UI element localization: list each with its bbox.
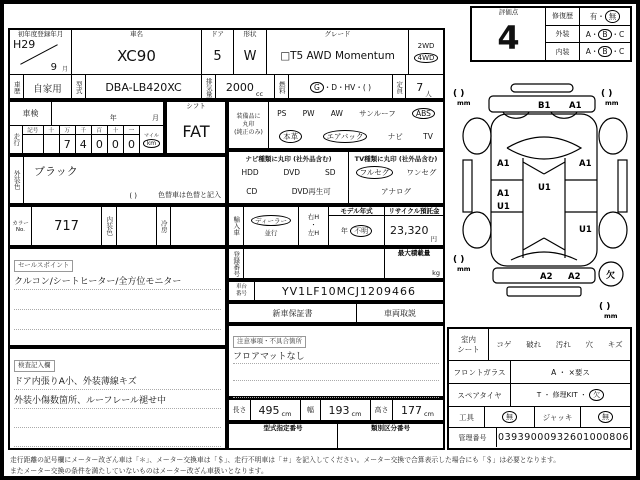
first-registration-label: 初年度登録年月: [17, 30, 64, 38]
chassis-number: YV1LF10MCJ1209466: [281, 284, 417, 298]
tv-oneseg: ワンセグ: [406, 168, 437, 177]
door-count: 5: [213, 48, 222, 64]
shaken-month-unit: 月: [152, 114, 159, 122]
grade-c: C: [619, 47, 625, 57]
odo-header: 千: [76, 126, 92, 134]
length-unit: cm: [281, 410, 292, 418]
corner-bracket-bl: ( ): [453, 255, 465, 265]
registration-value: [244, 249, 385, 278]
chassis-label-cell: [229, 282, 255, 300]
damage-u1-right: U1: [579, 225, 592, 235]
damage-diagram-svg: [447, 62, 632, 327]
car-panel-lines: [523, 158, 565, 258]
door-cell: [202, 30, 234, 74]
spare-tire-value: [511, 384, 630, 406]
class-number-label: 類別区分番号: [371, 424, 410, 432]
equipment-label-3: (純正のみ): [234, 128, 263, 136]
exterior-color-value-cell: [24, 157, 225, 203]
tv-type-header: TV種類に丸印 (社外品含む): [354, 155, 438, 163]
odo-digit: 0: [92, 135, 108, 153]
history-label-cell: [10, 75, 24, 100]
model-code-value: DBA-LB420XC: [86, 75, 202, 100]
model-year-value: [329, 216, 384, 245]
new-car-warranty: 新車保証書: [229, 304, 357, 322]
inspector-notes-box: [8, 347, 227, 450]
history-label: 車歴: [12, 81, 21, 94]
handle-side-cell: [299, 207, 329, 245]
max-load-cell: [385, 249, 443, 278]
car-rear-window: [511, 252, 577, 260]
exterior-grade-value: [580, 26, 630, 43]
seat-label-cell: [449, 329, 489, 360]
nav-row-2: [229, 182, 348, 203]
repair-history-label: 修復歴: [546, 8, 580, 25]
dot: ・: [611, 47, 620, 57]
car-wheel-rear-right: [599, 212, 627, 248]
odo-header: 百: [92, 126, 108, 134]
height-cell: [393, 400, 443, 420]
dot: ・: [590, 47, 599, 57]
chassis-row: [227, 280, 445, 302]
displacement-cell: [216, 75, 275, 100]
dimensions-row: [227, 398, 445, 422]
equipment-label-2: 丸印: [242, 121, 255, 129]
evaluation-label: 評価点: [498, 8, 519, 16]
width-label: 幅: [301, 400, 321, 420]
sales-point-blank-line: [14, 310, 221, 330]
corner-bracket-tl: ( ): [453, 89, 465, 99]
vehicle-manual: 車両取説: [384, 308, 416, 318]
color-change-note: 色替車は色替と記入: [158, 191, 221, 199]
car-pillar-lines: [523, 162, 565, 250]
repair-no-circled: 無: [605, 10, 621, 23]
recycle-cell: [385, 207, 443, 245]
tv-type-cell: [349, 152, 443, 203]
dot: ・: [310, 221, 317, 230]
recycle-value: 23,320: [390, 224, 429, 238]
shift-value: FAT: [182, 122, 210, 142]
repair-yes: 有: [589, 11, 598, 21]
caution-tag: 注意事項・不具合箇所: [233, 336, 306, 348]
front-glass-value: [511, 361, 630, 383]
odo-header: 記号: [23, 126, 44, 134]
car-wheel-rear-left: [463, 212, 491, 248]
model-year-unknown-circled: 不明: [350, 225, 372, 237]
fuel-diesel: D: [331, 83, 338, 92]
displacement-label-cell: [202, 75, 216, 100]
registration-row: [227, 247, 445, 280]
odo-digit: 7: [60, 135, 76, 153]
nav-hdd: HDD: [241, 168, 259, 177]
grade-value: □T5 AWD Momentum: [280, 50, 395, 63]
fuel-label-cell: [275, 75, 289, 100]
corner-mm-tl: mm: [457, 99, 471, 107]
shaken-year-unit: 年: [109, 114, 117, 122]
equip-navi: ナビ: [387, 132, 403, 141]
car-name-label: 車名: [130, 30, 143, 38]
fuel-value-cell: [289, 75, 393, 100]
odo-digit: 0: [108, 135, 124, 153]
color-no-label-2: No.: [15, 227, 26, 233]
first-registration-cell: [10, 30, 72, 74]
inspector-blank-line: [14, 409, 221, 428]
car-wheel-front-right: [599, 118, 627, 154]
car-name: XC90: [117, 47, 156, 66]
registration-label: 登録番号: [232, 250, 241, 277]
seat-condition-items: [489, 329, 630, 360]
dot: ・: [543, 391, 551, 399]
equip-ps: PS: [277, 109, 287, 118]
chassis-label-2: 番号: [235, 291, 247, 297]
exterior-color-value: ブラック: [34, 165, 78, 178]
car-name-cell: [72, 30, 202, 74]
shaken-mileage-table: [8, 100, 165, 155]
color-no-value: 717: [32, 207, 102, 245]
odo-digit: [23, 135, 44, 153]
footer-notes: [10, 455, 632, 477]
capacity-value: 7: [416, 81, 424, 94]
import-dealer-circled: ディーラー: [251, 215, 291, 226]
tv-fullseg-circled: フルセグ: [356, 166, 394, 179]
spare-tire-label: スペアタイヤ: [449, 384, 511, 406]
caution-blank-line: [233, 381, 439, 398]
glass-a: A: [551, 367, 557, 377]
equip-tv: TV: [423, 132, 433, 141]
nav-dvd-play: DVD再生可: [291, 187, 331, 196]
odo-header: 万: [60, 126, 76, 134]
inspector-note-line-2: 外装小傷数箇所、ルーフレール褪せ中: [14, 393, 221, 409]
class-number-cell: [338, 424, 443, 448]
height-value: 177: [401, 403, 423, 417]
caution-text: フロアマットなし: [233, 349, 439, 364]
glass-x: ×要ス: [568, 367, 590, 377]
inspector-note-line-1: ドア内張りA小、外装薄線キズ: [14, 374, 221, 390]
odo-header: 十: [44, 126, 60, 134]
color-no-label-cell: [10, 207, 32, 245]
shape-value: W: [243, 48, 257, 64]
fuel-other-paren: ( ): [362, 83, 372, 92]
equip-leather-circled: 本革: [279, 130, 302, 143]
sales-point-box: [8, 247, 227, 347]
type-designation-cell: [229, 424, 338, 448]
grade-label: グレード: [324, 30, 351, 38]
spare-kit: 修理KIT: [552, 391, 578, 399]
sales-point-text: クルコン/シートヒーター/全方位モニター: [14, 274, 221, 290]
capacity-label-cell: [393, 75, 406, 100]
interior-color-label: 内装色: [105, 216, 114, 236]
damage-a2-rear-2: A2: [568, 272, 581, 282]
drive-2wd: 2WD: [417, 41, 435, 50]
handle-right: 右H: [307, 213, 320, 222]
capacity-unit: 人: [425, 90, 432, 98]
jack-value: [581, 407, 630, 427]
damage-u1-left: U1: [497, 202, 510, 212]
model-year-unit: 年: [340, 226, 348, 235]
footer-note-line-2: またメーター交換の条件を満たしていないものはメーター改ざん車扱いとなります。: [10, 466, 268, 475]
registration-year: H29: [13, 38, 36, 52]
odo-digit: [44, 135, 60, 153]
condition-table: [447, 327, 632, 450]
grade-a: A: [585, 47, 591, 57]
fuel-label: 燃料: [277, 81, 286, 94]
management-number-label: 管理番号: [449, 428, 497, 447]
management-number-value: 03939000932601000806: [498, 432, 629, 443]
model-year-label: モデル年式: [329, 207, 384, 216]
odo-header: 一: [128, 128, 135, 134]
equipment-row-2: [269, 125, 443, 148]
jack-none-circled: 無: [598, 411, 613, 423]
capacity-label: 定員: [395, 81, 404, 94]
damage-u1-center: U1: [538, 183, 551, 193]
aircon-value: [171, 207, 225, 245]
damage-b1-front: B1: [538, 101, 551, 111]
nav-type-header: ナビ種類に丸印 (社外品含む): [245, 155, 332, 163]
aircon-label: 冷房: [159, 219, 168, 233]
odo-unit-cell: [139, 126, 163, 153]
height-label: 高さ: [371, 400, 393, 420]
damage-a1-left-upper: A1: [497, 159, 510, 169]
front-glass-label: フロントガラス: [449, 361, 511, 383]
recycle-label: リサイクル預託金: [385, 207, 443, 216]
repair-history-value: [580, 8, 630, 25]
car-tail: [507, 287, 581, 296]
mileage-label: 走行: [12, 133, 21, 146]
color-no-label-1: カラー: [12, 221, 29, 227]
max-load-label: 最大積載量: [397, 249, 431, 257]
length-cell: [251, 400, 301, 420]
grade-b-circled: B: [598, 29, 611, 40]
spare-t: T: [536, 391, 542, 399]
equipment-row-1: [269, 102, 443, 125]
capacity-cell: [406, 75, 443, 100]
import-label: 輸入車: [232, 216, 241, 236]
equip-pw: PW: [302, 109, 315, 118]
tools-value: [485, 407, 535, 427]
drive-type-cell: [409, 30, 443, 74]
sales-point-blank-line: [14, 290, 221, 310]
registration-month: 9: [50, 62, 57, 73]
equipment-label-cell: [229, 102, 269, 148]
import-channel-cell: [244, 207, 299, 245]
odo-digit: 4: [76, 135, 92, 153]
interior-color-label-cell: [102, 207, 117, 245]
length-value: 495: [258, 403, 280, 417]
grade-b-circled: B: [598, 46, 611, 57]
equipment-block: [227, 100, 445, 150]
car-antenna: [511, 84, 573, 92]
inspector-notes-tag: 検査記入欄: [14, 360, 55, 372]
tv-row-2: [349, 182, 443, 203]
seat-label-1: 室内: [461, 335, 476, 345]
door-label: ドア: [211, 30, 224, 38]
shift-label: シフト: [186, 102, 206, 110]
model-code-label: 型式: [74, 81, 83, 94]
exterior-grade-label: 外装: [546, 26, 580, 43]
model-year-cell: [329, 207, 385, 245]
shape-cell: [234, 30, 267, 74]
tv-analog: アナログ: [381, 187, 411, 196]
exterior-color-label: 外装色: [12, 170, 21, 190]
dot: ・: [579, 391, 587, 399]
recycle-unit: 円: [430, 235, 437, 243]
month-unit: 月: [61, 66, 68, 73]
seat-hole: 穴: [585, 340, 594, 349]
interior-grade-value: [580, 43, 630, 60]
displacement-value: 2000: [225, 81, 254, 94]
interior-color-value: [117, 207, 157, 245]
corner-bracket-br: ( ): [599, 302, 611, 312]
missing-part-mark: 欠: [606, 271, 616, 281]
tools-label: 工具: [449, 407, 485, 427]
car-windshield: [507, 137, 581, 159]
max-load-unit: kg: [432, 269, 440, 277]
history-value: 自家用: [24, 75, 72, 100]
color-change-paren: ( ): [129, 192, 137, 200]
damage-a1-left-mid: A1: [497, 189, 510, 199]
exterior-color-block: [8, 155, 227, 205]
dot: ・: [337, 83, 345, 92]
displacement-label: 排気量: [204, 77, 213, 98]
equip-abs-circled: ABS: [412, 108, 435, 119]
nav-tv-block: [227, 150, 445, 205]
equip-airbag-circled: エアバック: [323, 130, 368, 143]
damage-a1-front: A1: [569, 101, 582, 111]
interior-grade-label: 内装: [546, 43, 580, 60]
corner-bracket-tr: ( ): [601, 89, 613, 99]
tv-row-1: [349, 163, 443, 182]
damage-a1-right-upper: A1: [579, 159, 592, 169]
seat-tear: 破れ: [526, 340, 542, 349]
grade-a: A: [585, 29, 591, 39]
dot: ・: [558, 367, 567, 377]
damage-diagram: [447, 62, 632, 327]
type-class-row: [227, 422, 445, 450]
seat-burn: コゲ: [496, 340, 512, 349]
evaluation-score-cell: [472, 8, 546, 60]
length-label: 長さ: [229, 400, 251, 420]
car-wheel-front-left: [463, 118, 491, 154]
car-sill-right: [618, 160, 627, 212]
inspector-blank-line: [14, 428, 221, 447]
exterior-color-label-cell: [10, 157, 24, 203]
sales-point-tag: セールスポイント: [14, 260, 73, 272]
aircon-label-cell: [157, 207, 171, 245]
import-modelyear-row: [227, 205, 445, 247]
dot: ・: [611, 29, 620, 39]
nav-dvd: DVD: [283, 168, 301, 177]
jack-label: ジャッキ: [535, 407, 581, 427]
dot: ・: [355, 83, 363, 92]
color-number-row: [8, 205, 227, 247]
width-cell: [321, 400, 371, 420]
corner-mm-br: mm: [604, 312, 618, 320]
car-headlight-left: [503, 112, 529, 118]
width-unit: cm: [351, 410, 362, 418]
grade-c: C: [619, 29, 625, 39]
documents-row: [227, 302, 445, 324]
evaluation-score: 4: [497, 19, 520, 58]
equipment-label-1: 装備品に: [236, 113, 261, 121]
handle-left: 左H: [307, 228, 320, 237]
spare-missing-circled: 欠: [589, 389, 604, 401]
odo-mile-unit: マイル: [144, 132, 159, 139]
fuel-hybrid: HV: [344, 83, 356, 92]
odo-digit: 0: [127, 137, 135, 151]
width-value: 193: [328, 403, 350, 417]
evaluation-box: [470, 6, 632, 62]
corner-mm-bl: mm: [457, 265, 471, 273]
dot: ・: [590, 29, 599, 39]
caution-blank-line: [233, 364, 439, 381]
nav-cd: CD: [246, 187, 258, 196]
vehicle-header-table: [8, 28, 445, 100]
seat-label-2: シート: [457, 344, 480, 354]
height-unit: cm: [424, 410, 434, 418]
nav-row-1: [229, 163, 348, 182]
dot: ・: [597, 11, 605, 21]
dot: ・: [323, 83, 332, 92]
drive-4wd-circled: 4WD: [414, 53, 439, 63]
chassis-label-1: 車台: [235, 284, 247, 291]
fuel-gasoline-circled: G: [310, 82, 324, 93]
grade-cell: [267, 30, 409, 74]
registration-label-cell: [229, 249, 244, 278]
type-designation-label: 型式指定番号: [263, 424, 303, 432]
nav-sd: SD: [324, 168, 336, 177]
shaken-label: 車検: [10, 102, 52, 125]
seat-scratch: キズ: [607, 340, 623, 349]
nav-type-cell: [229, 152, 349, 203]
car-sill-left: [463, 160, 472, 212]
caution-box: [227, 324, 445, 398]
model-code-label-cell: [72, 75, 86, 100]
footer-note-line-1: 走行距離の記号欄にメーター改ざん車は「＊」、メーター交換車は「＄」、走行不明車は「＃」を記入してください。メーター交換で合算表示した場合にも「＄」は必要となります。: [10, 456, 560, 464]
odo-km-circled: km: [143, 139, 160, 148]
displacement-unit: cc: [255, 90, 264, 98]
equip-sunroof: サンルーフ: [359, 109, 396, 118]
car-headlight-right: [551, 112, 577, 118]
corner-mm-tr: mm: [605, 99, 619, 107]
damage-a2-rear-1: A2: [540, 272, 553, 282]
shaken-date-cell: [52, 102, 163, 125]
shift-cell: [165, 100, 227, 155]
odo-header: 十: [108, 126, 124, 134]
equip-aw: AW: [330, 109, 343, 118]
import-parallel: 並行: [264, 229, 278, 237]
import-label-cell: [229, 207, 244, 245]
tools-none-circled: 無: [502, 411, 517, 423]
shape-label: 形状: [243, 30, 257, 38]
seat-stain: 汚れ: [555, 340, 571, 349]
mileage-label-cell: [10, 126, 23, 153]
